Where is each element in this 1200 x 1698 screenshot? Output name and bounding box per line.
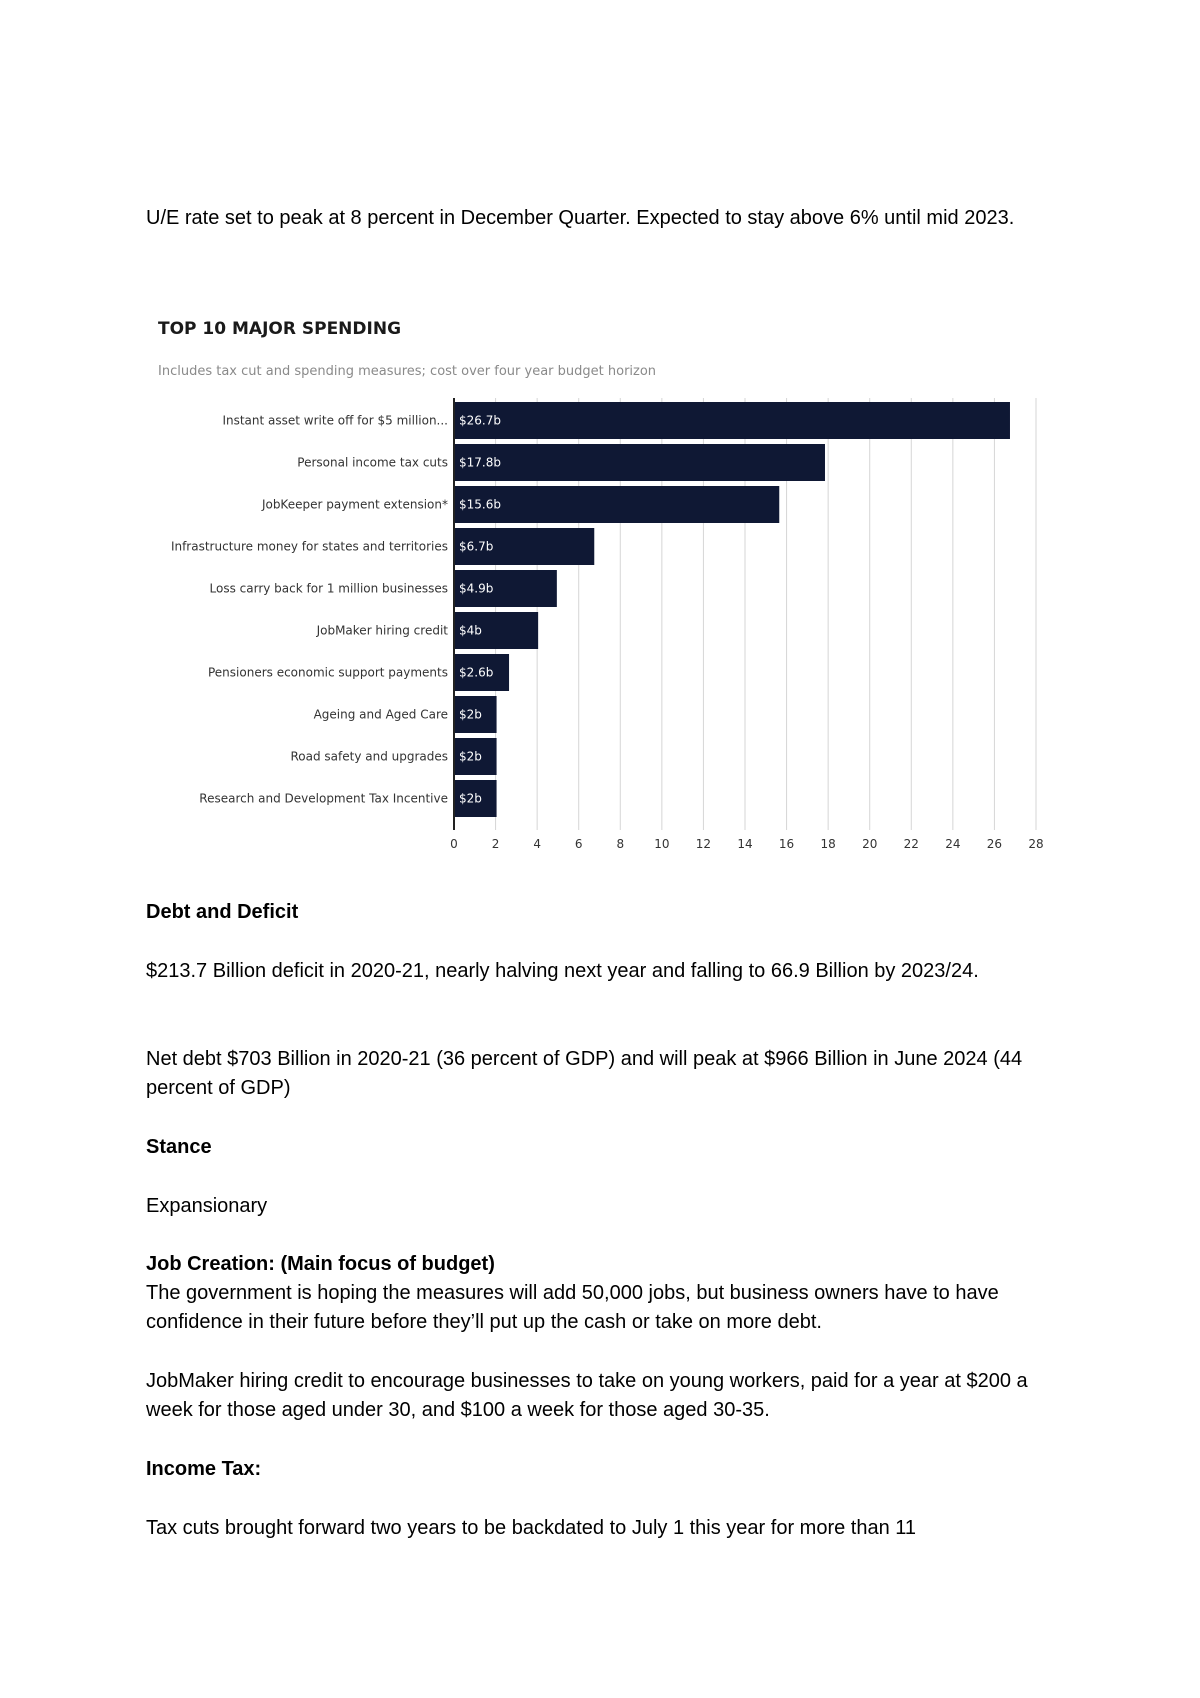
data-label: $4b [459,623,482,638]
x-tick-label: 22 [903,837,919,850]
chart-subtitle: Includes tax cut and spending measures; cost over four year budget horizon [158,364,657,379]
x-tick-label: 8 [616,837,625,850]
category-label: JobKeeper payment extension* [261,497,448,512]
debt-heading: Debt and Deficit [146,901,299,923]
data-label: $2b [459,707,482,722]
bar [455,402,1010,439]
category-label: JobMaker hiring credit [316,623,448,638]
x-tick-label: 28 [1028,837,1044,850]
x-tick-label: 2 [491,837,500,850]
data-label: $2b [459,791,482,806]
data-label: $26.7b [459,413,501,428]
chart-title: TOP 10 MAJOR SPENDING [158,319,402,339]
x-tick-label: 6 [574,837,583,850]
category-label: Loss carry back for 1 million businesses [209,581,448,596]
category-label: Pensioners economic support payments [207,665,448,680]
job-paragraph-2: JobMaker hiring credit to encourage businesses to take on young workers, paid for a year at $200 a week for those aged under 30, and $100 a week for those aged 30-35. [146,1370,1028,1421]
spending-chart-svg [146,310,1046,850]
debt-paragraph-2: Net debt $703 Billion in 2020-21 (36 percent of GDP) and will peak at $966 Billion in June 2024 (44 percent of GDP) [146,1048,1023,1099]
data-label: $2.6b [459,665,494,680]
x-tick-label: 0 [450,837,458,850]
data-label: $6.7b [459,539,494,554]
x-tick-label: 18 [820,837,836,850]
job-paragraph-1: The government is hoping the measures will add 50,000 jobs, but business owners have to have confidence in their future before they’ll put up the cash or take on more debt. [146,1282,999,1333]
x-tick-label: 12 [695,837,712,850]
x-tick-label: 16 [778,837,795,850]
debt-paragraph-1: $213.7 Billion deficit in 2020-21, nearly halving next year and falling to 66.9 Billion by 2023/24. [146,960,979,982]
x-tick-label: 10 [654,837,670,850]
data-label: $17.8b [459,455,501,470]
spending-chart [146,310,1046,850]
category-label: Infrastructure money for states and territories [170,539,448,554]
category-label: Personal income tax cuts [297,455,448,470]
x-tick-label: 20 [862,837,878,850]
category-label: Road safety and upgrades [290,749,448,764]
bar [455,486,779,523]
category-label: Research and Development Tax Incentive [199,791,448,806]
stance-heading: Stance [146,1136,212,1158]
data-label: $15.6b [459,497,501,512]
stance-text: Expansionary [146,1195,268,1217]
x-tick-label: 14 [737,837,753,850]
intro-paragraph: U/E rate set to peak at 8 percent in December Quarter. Expected to stay above 6% until mid 2023. [146,207,1015,229]
data-label: $4.9b [459,581,494,596]
category-label: Ageing and Aged Care [313,707,448,722]
x-tick-label: 4 [533,837,541,850]
category-label: Instant asset write off for $5 million... [222,413,448,428]
income-heading: Income Tax: [146,1458,262,1480]
job-heading: Job Creation: (Main focus of budget) [146,1253,495,1275]
x-tick-label: 26 [986,837,1003,850]
income-paragraph-1: Tax cuts brought forward two years to be backdated to July 1 this year for more than 11 [146,1517,917,1539]
x-tick-label: 24 [945,837,961,850]
bar [455,444,825,481]
data-label: $2b [459,749,482,764]
